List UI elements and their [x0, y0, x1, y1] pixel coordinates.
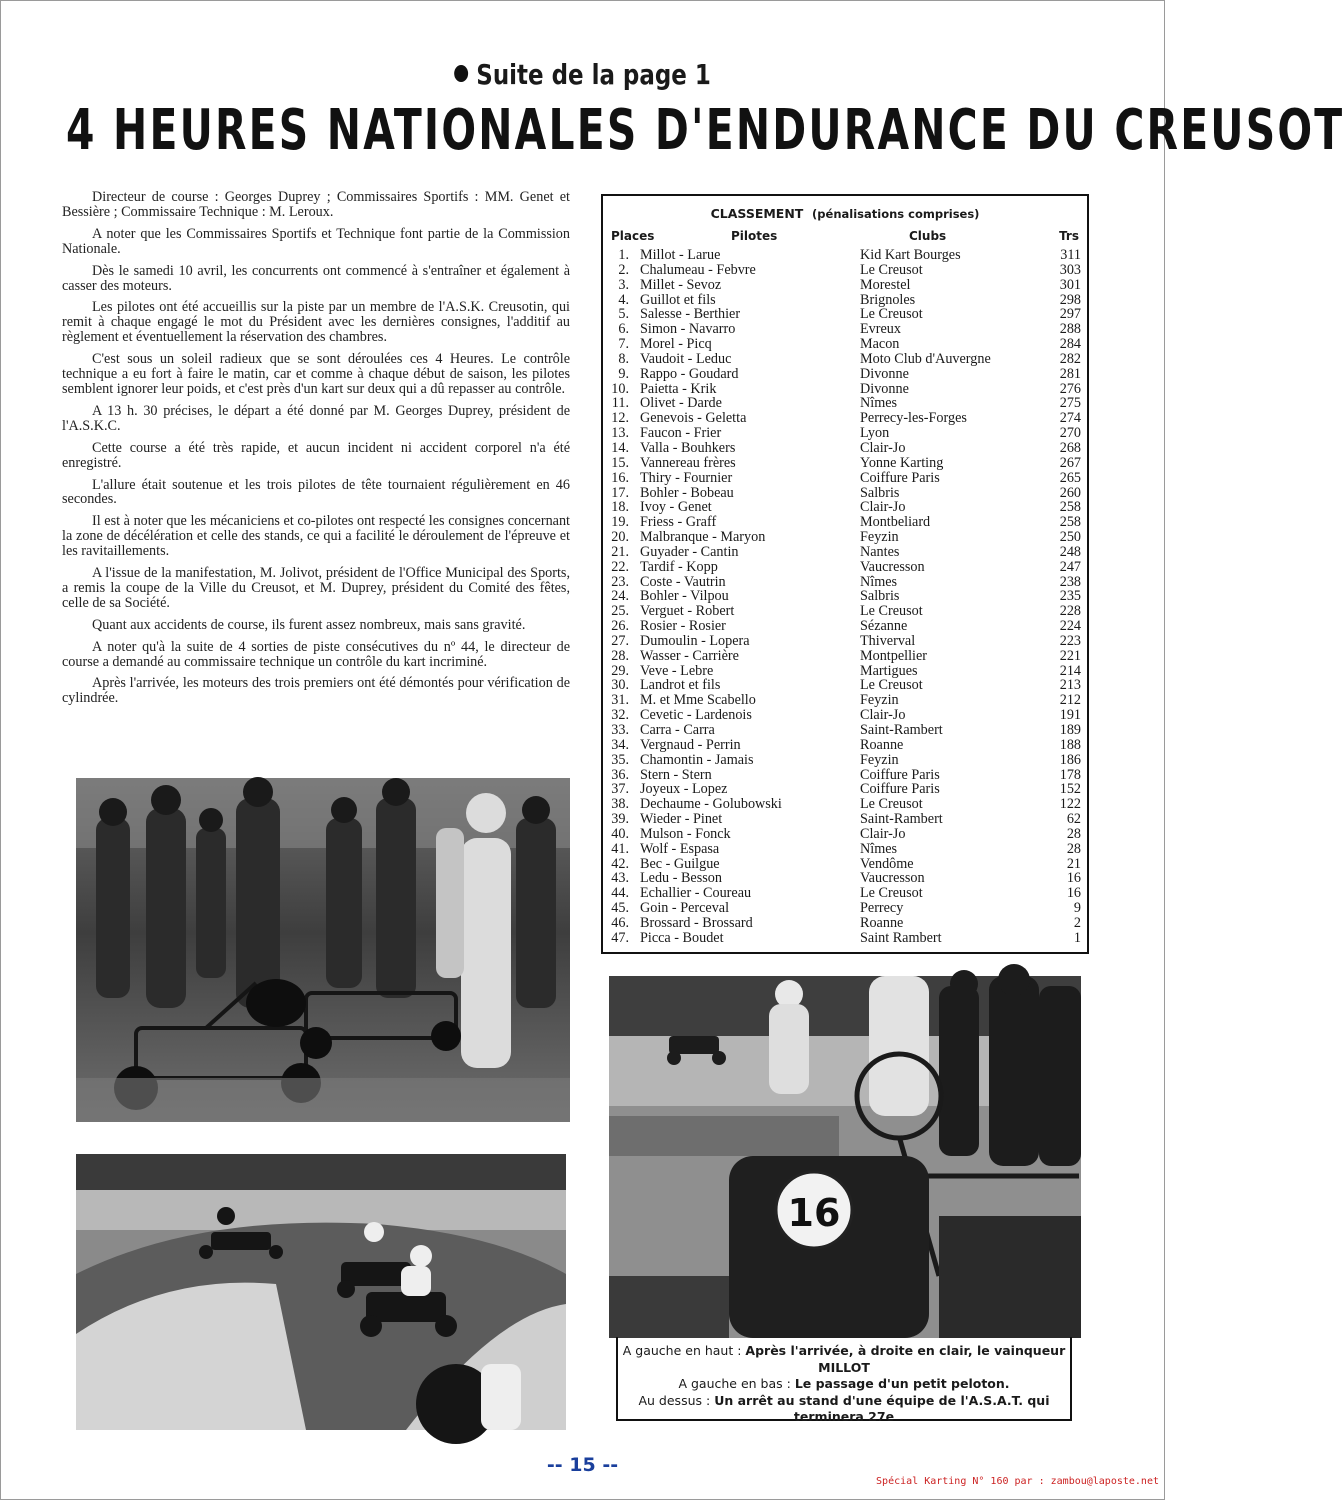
- headline: 4 HEURES NATIONALES D'ENDURANCE DU CREUSOT: [66, 98, 1344, 163]
- caption-prefix: A gauche en haut :: [622, 1343, 746, 1358]
- page-number: -- 15 --: [546, 1454, 619, 1476]
- ranking-laps: 62: [1066, 811, 1081, 828]
- ranking-pilots: Picca - Boudet: [640, 929, 724, 946]
- table-row: [603, 827, 1087, 842]
- ranking-club: Yonne Karting: [860, 454, 944, 471]
- ranking-laps: 28: [1066, 840, 1081, 857]
- ranking-pilots: Millot - Larue: [640, 247, 721, 263]
- ranking-laps: 9: [1073, 900, 1081, 917]
- ranking-pilots: Dumoulin - Lopera: [640, 632, 750, 649]
- ranking-pilots: Chalumeau - Febvre: [640, 261, 756, 278]
- ranking-laps: 311: [1060, 247, 1081, 263]
- header-laps: Trs: [1059, 229, 1079, 243]
- ranking-place: 46.: [611, 914, 629, 931]
- ranking-place: 29.: [611, 662, 629, 679]
- table-row: [603, 322, 1087, 337]
- article-paragraph: Dès le samedi 10 avril, les concurrents ont commencé à s'entraîner et également à casser des moteurs.: [62, 262, 570, 294]
- ranking-pilots: Guyader - Cantin: [640, 543, 739, 560]
- caption-line-1: [618, 1343, 1070, 1376]
- table-row: [603, 886, 1087, 901]
- ranking-place: 28.: [611, 647, 629, 664]
- article-paragraph: C'est sous un soleil radieux que se sont déroulées ces 4 Heures. Le contrôle technique a eu fort à faire le matin, car et comme à chaque début de saison, les pilotes semblent ignorer leur poids, et c'est près d'un kart sur deux qui a dû repasser au contrôle.: [62, 351, 570, 397]
- ranking-laps: 258: [1059, 499, 1081, 516]
- ranking-pilots: Joyeux - Lopez: [640, 781, 728, 798]
- table-row: [603, 471, 1087, 486]
- table-row: [603, 293, 1087, 308]
- ranking-laps: 189: [1059, 722, 1081, 738]
- ranking-place: 8.: [618, 350, 629, 367]
- table-row: [603, 619, 1087, 634]
- table-row: [603, 857, 1087, 872]
- ranking-pilots: Valla - Bouhkers: [640, 439, 736, 456]
- ranking-title-text: CLASSEMENT: [710, 206, 804, 221]
- ranking-laps: 188: [1059, 736, 1081, 753]
- table-row: [603, 278, 1087, 293]
- table-row: [603, 263, 1087, 278]
- table-row: [603, 486, 1087, 501]
- ranking-subtitle: (pénalisations comprises): [812, 207, 980, 221]
- kicker-text: Suite de la page 1: [476, 58, 711, 91]
- ranking-club: Macon: [860, 336, 900, 353]
- table-row: [603, 456, 1087, 471]
- ranking-place: 11.: [611, 395, 629, 412]
- ranking-laps: 284: [1059, 336, 1081, 353]
- kart-number: 16: [787, 1191, 841, 1235]
- ranking-club: Vendôme: [860, 855, 914, 872]
- caption-line-3: [618, 1393, 1070, 1426]
- ranking-place: 10.: [611, 380, 629, 397]
- ranking-place: 27.: [611, 632, 629, 649]
- ranking-place: 38.: [611, 796, 629, 813]
- credit-line: Spécial Karting N° 160 par : zambou@laposte.net: [876, 1476, 1159, 1487]
- ranking-place: 30.: [611, 677, 629, 694]
- ranking-place: 19.: [611, 514, 629, 531]
- ranking-club: Montbeliard: [860, 514, 931, 531]
- ranking-laps: 298: [1059, 291, 1081, 308]
- ranking-pilots: Bohler - Vilpou: [640, 588, 729, 605]
- ranking-laps: 238: [1059, 573, 1081, 590]
- ranking-club: Montpellier: [860, 647, 927, 664]
- table-row: [603, 753, 1087, 768]
- photo-track-group-image: [76, 1154, 566, 1430]
- ranking-laps: 276: [1059, 380, 1081, 397]
- ranking-place: 37.: [611, 781, 629, 798]
- ranking-place: 44.: [611, 885, 629, 902]
- ranking-laps: 16: [1066, 870, 1081, 887]
- ranking-place: 12.: [611, 410, 629, 427]
- table-row: [603, 842, 1087, 857]
- ranking-laps: 212: [1059, 692, 1081, 709]
- article-paragraph: A noter qu'à la suite de 4 sorties de piste consécutives du nº 44, le directeur de course a demandé au commissaire technique un contrôle du kart incriminé.: [62, 638, 570, 670]
- ranking-laps: 228: [1059, 603, 1081, 620]
- ranking-club: Divonne: [860, 380, 909, 397]
- bullet-icon: [454, 65, 468, 82]
- table-row: [603, 901, 1087, 916]
- ranking-pilots: Echallier - Coureau: [640, 885, 752, 902]
- ranking-laps: 186: [1059, 751, 1081, 768]
- photo-caption: [616, 1337, 1072, 1424]
- ranking-place: 36.: [611, 766, 629, 783]
- ranking-place: 4.: [618, 291, 629, 308]
- photo-track-group: [76, 1154, 566, 1430]
- ranking-laps: 235: [1059, 588, 1081, 605]
- ranking-club: Coiffure Paris: [860, 766, 940, 783]
- ranking-club: Coiffure Paris: [860, 469, 940, 486]
- table-row: [603, 738, 1087, 753]
- article-paragraph: Il est à noter que les mécaniciens et co-pilotes ont respecté les consignes concernant la zone de décélération et celle des stands, ce qui a facilité le déroulement de l'épreuve et les ravitaillements.: [62, 513, 570, 560]
- ranking-place: 34.: [611, 736, 629, 753]
- ranking-place: 22.: [611, 558, 629, 575]
- table-row: [603, 307, 1087, 322]
- table-row: [603, 352, 1087, 367]
- table-row: [603, 871, 1087, 886]
- ranking-pilots: Tardif - Kopp: [640, 558, 718, 575]
- ranking-club: Martigues: [860, 662, 918, 679]
- table-row: [603, 441, 1087, 456]
- ranking-pilots: Vaudoit - Leduc: [640, 350, 732, 367]
- ranking-pilots: Friess - Graff: [640, 514, 717, 531]
- ranking-laps: 265: [1059, 469, 1081, 486]
- ranking-pilots: Brossard - Brossard: [640, 914, 753, 931]
- table-row: [603, 560, 1087, 575]
- ranking-club: Le Creusot: [860, 261, 923, 278]
- caption-bold: Après l'arrivée, à droite en clair, le vainqueur MILLOT: [745, 1343, 1066, 1375]
- table-row: [603, 708, 1087, 723]
- ranking-laps: 297: [1059, 306, 1081, 323]
- ranking-pilots: Coste - Vautrin: [640, 573, 726, 590]
- ranking-pilots: Bohler - Bobeau: [640, 484, 734, 501]
- ranking-place: 24.: [611, 588, 629, 605]
- article-paragraph: Quant aux accidents de course, ils furent assez nombreux, mais sans gravité.: [92, 616, 526, 633]
- ranking-pilots: Guillot et fils: [640, 291, 716, 308]
- ranking-club: Salbris: [860, 484, 900, 501]
- ranking-place: 47.: [611, 929, 629, 946]
- table-row: [603, 575, 1087, 590]
- ranking-club: Le Creusot: [860, 603, 923, 620]
- ranking-place: 17.: [611, 484, 629, 501]
- article-paragraph: Directeur de course : Georges Duprey ; Commissaires Sportifs : MM. Genet et Bessière ; Commissaire Technique : M. Leroux.: [62, 189, 570, 220]
- ranking-club: Le Creusot: [860, 677, 923, 694]
- table-row: [603, 634, 1087, 649]
- ranking-club: Nîmes: [860, 840, 898, 857]
- ranking-pilots: Salesse - Berthier: [640, 306, 741, 323]
- caption-prefix: A gauche en bas :: [678, 1376, 795, 1391]
- ranking-laps: 16: [1066, 885, 1081, 902]
- ranking-place: 20.: [611, 529, 629, 546]
- ranking-place: 45.: [611, 900, 629, 917]
- ranking-laps: 274: [1059, 410, 1081, 427]
- ranking-pilots: Goin - Perceval: [640, 900, 730, 917]
- ranking-laps: 221: [1059, 647, 1081, 664]
- ranking-rows: [603, 248, 1087, 946]
- table-row: [603, 367, 1087, 382]
- header-pilots: Pilotes: [731, 229, 778, 243]
- ranking-club: Feyzin: [860, 529, 899, 546]
- caption-line-2: [618, 1376, 1070, 1393]
- ranking-laps: 223: [1059, 632, 1081, 649]
- ranking-club: Perrecy: [860, 900, 904, 917]
- article-paragraph: A 13 h. 30 précises, le départ a été donné par M. Georges Duprey, président de l'A.S.K.C.: [62, 402, 570, 434]
- table-row: [603, 797, 1087, 812]
- ranking-place: 6.: [618, 321, 629, 338]
- ranking-pilots: Dechaume - Golubowski: [640, 796, 782, 813]
- table-row: [603, 382, 1087, 397]
- ranking-laps: 213: [1059, 677, 1081, 694]
- caption-bold: Le passage d'un petit peloton.: [794, 1376, 1010, 1391]
- ranking-club: Feyzin: [860, 751, 899, 768]
- ranking-laps: 191: [1059, 707, 1081, 724]
- ranking-pilots: Cevetic - Lardenois: [640, 707, 752, 724]
- ranking-laps: 248: [1059, 543, 1081, 560]
- ranking-place: 5.: [618, 306, 629, 323]
- ranking-place: 15.: [611, 454, 629, 471]
- ranking-pilots: Simon - Navarro: [640, 321, 736, 338]
- ranking-club: Roanne: [860, 736, 904, 753]
- ranking-pilots: Vannereau frères: [640, 454, 736, 471]
- article-paragraph: Cette course a été très rapide, et aucun incident ni accident corporel n'a été enregistré.: [62, 439, 570, 471]
- ranking-club: Clair-Jo: [860, 707, 906, 724]
- ranking-club: Saint-Rambert: [860, 722, 943, 738]
- ranking-laps: 303: [1059, 261, 1081, 278]
- ranking-pilots: Thiry - Fournier: [640, 469, 733, 486]
- ranking-pilots: Millet - Sevoz: [640, 276, 722, 293]
- ranking-club: Lyon: [860, 425, 890, 442]
- ranking-pilots: Mulson - Fonck: [640, 825, 731, 842]
- ranking-pilots: Carra - Carra: [640, 722, 715, 738]
- kicker: [105, 58, 1060, 91]
- table-row: [603, 768, 1087, 783]
- photo-pit-crowd-image: [76, 778, 570, 1122]
- table-row: [603, 649, 1087, 664]
- ranking-place: 1.: [618, 247, 629, 263]
- ranking-club: Morestel: [860, 276, 911, 293]
- table-row: [603, 693, 1087, 708]
- ranking-laps: 122: [1059, 796, 1081, 813]
- ranking-place: 41.: [611, 840, 629, 857]
- ranking-laps: 282: [1059, 350, 1081, 367]
- ranking-club: Le Creusot: [860, 306, 923, 323]
- ranking-place: 9.: [618, 365, 629, 382]
- table-row: [603, 931, 1087, 946]
- table-row: [603, 545, 1087, 560]
- photo-pit-stop: [609, 976, 1081, 1338]
- ranking-place: 40.: [611, 825, 629, 842]
- ranking-laps: 260: [1059, 484, 1081, 501]
- ranking-place: 3.: [618, 276, 629, 293]
- ranking-laps: 28: [1066, 825, 1081, 842]
- ranking-club: Kid Kart Bourges: [860, 247, 961, 263]
- table-row: [603, 664, 1087, 679]
- ranking-club: Clair-Jo: [860, 439, 906, 456]
- ranking-club: Nantes: [860, 543, 900, 560]
- ranking-place: 14.: [611, 439, 629, 456]
- table-row: [603, 411, 1087, 426]
- ranking-club: Saint Rambert: [860, 929, 942, 946]
- ranking-laps: 275: [1059, 395, 1081, 412]
- table-row: [603, 678, 1087, 693]
- caption-prefix: Au dessus :: [638, 1392, 715, 1408]
- ranking-laps: 268: [1059, 439, 1081, 456]
- ranking-club: Saint-Rambert: [860, 811, 943, 828]
- ranking-place: 43.: [611, 870, 629, 887]
- ranking-club: Thiverval: [860, 632, 916, 649]
- photo-pit-crowd: [76, 778, 570, 1122]
- ranking-place: 16.: [611, 469, 629, 486]
- ranking-place: 13.: [611, 425, 629, 442]
- ranking-club: Perrecy-les-Forges: [860, 410, 967, 427]
- ranking-club: Clair-Jo: [860, 825, 906, 842]
- ranking-club: Vaucresson: [860, 870, 925, 887]
- ranking-pilots: Wolf - Espasa: [640, 840, 720, 857]
- ranking-laps: 301: [1059, 276, 1081, 293]
- ranking-pilots: Olivet - Darde: [640, 395, 722, 412]
- ranking-laps: 214: [1059, 662, 1081, 679]
- ranking-club: Divonne: [860, 365, 909, 382]
- ranking-club: Brignoles: [860, 291, 916, 308]
- table-row: [603, 337, 1087, 352]
- ranking-pilots: Landrot et fils: [640, 677, 721, 694]
- ranking-place: 31.: [611, 692, 629, 709]
- ranking-place: 42.: [611, 855, 629, 872]
- ranking-club: Clair-Jo: [860, 499, 906, 516]
- ranking-club: Coiffure Paris: [860, 781, 940, 798]
- ranking-title: [603, 206, 1087, 221]
- table-row: [603, 723, 1087, 738]
- ranking-laps: 281: [1059, 365, 1081, 382]
- ranking-pilots: Wasser - Carrière: [640, 647, 739, 664]
- photo-pit-stop-image: [609, 976, 1081, 1338]
- ranking-club: Le Creusot: [860, 885, 923, 902]
- ranking-club: Evreux: [860, 321, 901, 338]
- table-row: [603, 500, 1087, 515]
- header-clubs: Clubs: [909, 229, 947, 243]
- ranking-pilots: Wieder - Pinet: [640, 811, 723, 828]
- ranking-laps: 224: [1059, 618, 1081, 635]
- ranking-place: 21.: [611, 543, 629, 560]
- ranking-pilots: M. et Mme Scabello: [640, 692, 756, 709]
- ranking-laps: 288: [1059, 321, 1081, 338]
- article-paragraph: L'allure était soutenue et les trois pilotes de tête tournaient régulièrement en 46 secondes.: [62, 476, 570, 508]
- ranking-laps: 247: [1059, 558, 1081, 575]
- ranking-pilots: Malbranque - Maryon: [640, 529, 766, 546]
- table-row: [603, 812, 1087, 827]
- ranking-pilots: Ledu - Besson: [640, 870, 722, 887]
- ranking-pilots: Verguet - Robert: [640, 603, 735, 620]
- ranking-place: 32.: [611, 707, 629, 724]
- article-paragraph: A l'issue de la manifestation, M. Jolivot, président de l'Office Municipal des Sports, a remis la coupe de la Ville du Creusot, et M. Duprey, président du Comité des fêtes, celle de sa Société.: [62, 565, 570, 611]
- ranking-club: Le Creusot: [860, 796, 923, 813]
- article-paragraph: A noter que les Commissaires Sportifs et Technique font partie de la Commission Nationale.: [62, 225, 570, 257]
- ranking-laps: 21: [1066, 855, 1081, 872]
- ranking-pilots: Paietta - Krik: [640, 380, 717, 397]
- ranking-pilots: Stern - Stern: [640, 766, 712, 783]
- table-row: [603, 589, 1087, 604]
- ranking-laps: 267: [1059, 454, 1081, 471]
- ranking-laps: 250: [1059, 529, 1081, 546]
- ranking-pilots: Chamontin - Jamais: [640, 751, 754, 768]
- table-row: [603, 426, 1087, 441]
- table-row: [603, 396, 1087, 411]
- ranking-table: [601, 194, 1089, 954]
- ranking-club: Moto Club d'Auvergne: [860, 350, 991, 367]
- ranking-place: 7.: [618, 336, 629, 353]
- article-body: [62, 190, 570, 713]
- table-row: [603, 515, 1087, 530]
- ranking-pilots: Genevois - Geletta: [640, 410, 747, 427]
- ranking-place: 18.: [611, 499, 629, 516]
- ranking-pilots: Morel - Picq: [640, 336, 712, 353]
- ranking-club: Nîmes: [860, 573, 898, 590]
- ranking-place: 25.: [611, 603, 629, 620]
- ranking-club: Sézanne: [860, 618, 908, 635]
- table-row: [603, 604, 1087, 619]
- ranking-laps: 152: [1059, 781, 1081, 798]
- ranking-club: Salbris: [860, 588, 900, 605]
- ranking-place: 39.: [611, 811, 629, 828]
- ranking-place: 35.: [611, 751, 629, 768]
- ranking-club: Roanne: [860, 914, 904, 931]
- table-row: [603, 782, 1087, 797]
- ranking-pilots: Bec - Guilgue: [640, 855, 720, 872]
- ranking-place: 26.: [611, 618, 629, 635]
- ranking-pilots: Veve - Lebre: [640, 662, 714, 679]
- ranking-club: Nîmes: [860, 395, 898, 412]
- table-row: [603, 530, 1087, 545]
- table-row: [603, 248, 1087, 263]
- ranking-pilots: Rappo - Goudard: [640, 365, 739, 382]
- table-row: [603, 916, 1087, 931]
- ranking-laps: 270: [1059, 425, 1081, 442]
- ranking-laps: 1: [1073, 929, 1081, 946]
- article-paragraph: Après l'arrivée, les moteurs des trois premiers ont été démontés pour vérification de cylindrée.: [62, 675, 570, 707]
- ranking-pilots: Faucon - Frier: [640, 425, 722, 442]
- header-places: Places: [611, 229, 655, 243]
- ranking-place: 33.: [611, 722, 629, 738]
- ranking-club: Vaucresson: [860, 558, 925, 575]
- article-paragraph: Les pilotes ont été accueillis sur la piste par un membre de l'A.S.K. Creusotin, qui remit à chaque engagé le mot du Président avec les dernières consignes, l'additif au règlement et éventuellement la réservation des chambres.: [62, 299, 570, 346]
- caption-bold: Un arrêt au stand d'une équipe de l'A.S.A.T. qui terminera 27e: [714, 1392, 1050, 1424]
- ranking-club: Feyzin: [860, 692, 899, 709]
- ranking-laps: 2: [1073, 914, 1081, 931]
- ranking-laps: 258: [1059, 514, 1081, 531]
- ranking-place: 2.: [618, 261, 629, 278]
- ranking-place: 23.: [611, 573, 629, 590]
- ranking-pilots: Ivoy - Genet: [640, 499, 712, 516]
- ranking-laps: 178: [1059, 766, 1081, 783]
- ranking-pilots: Rosier - Rosier: [640, 618, 726, 635]
- ranking-pilots: Vergnaud - Perrin: [640, 736, 741, 753]
